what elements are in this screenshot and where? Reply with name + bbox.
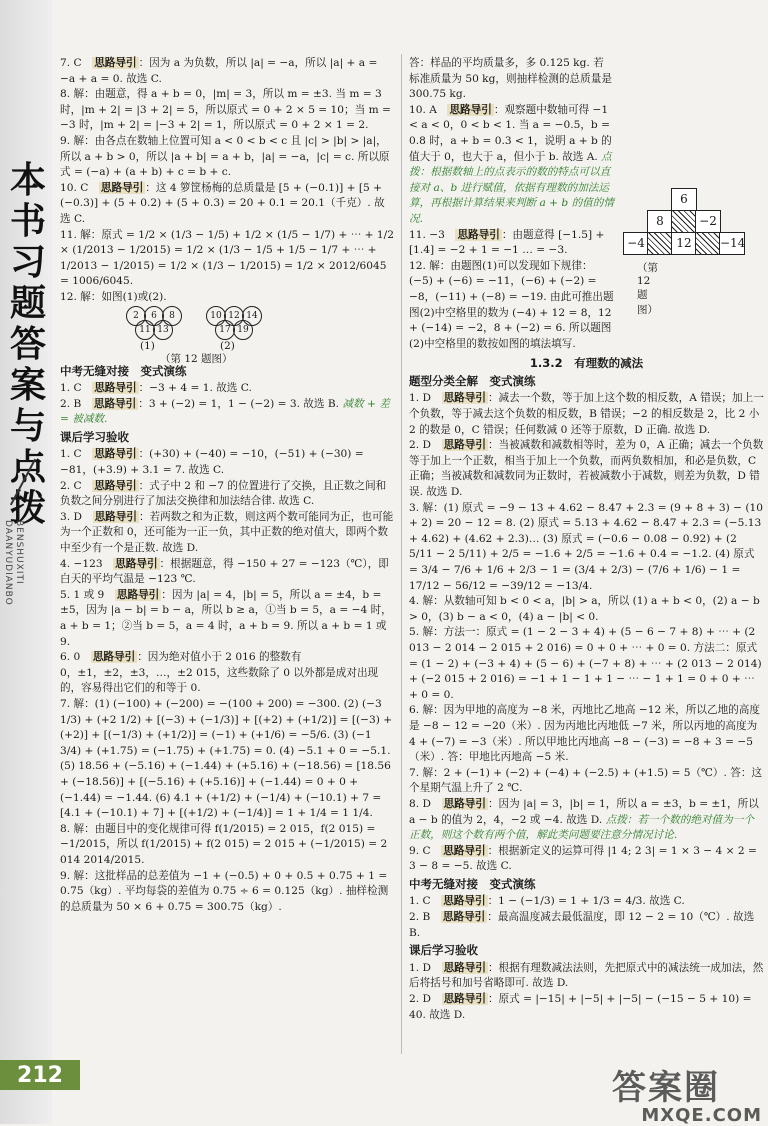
fig-ring: 17 — [215, 320, 235, 340]
grid-cell-mid-left: 8 — [647, 210, 673, 233]
answer-number: 1. C — [60, 448, 93, 461]
brand-roman — [2, 520, 24, 606]
answer-item: 8. D 思路导引 ：因为 |a| = 3，|b| = 1，所以 a = ±3，b = ±1，所以 a − b 的值为 2，4，−2 或 −4. 故选 D. 点拨：若一个数的绝对值为一个正数，则这个数有两个值，解此类问题要注意分情况讨论. — [409, 797, 759, 842]
section-heading: 课后学习验收 — [409, 943, 478, 958]
answer-item: 2. C 思路导引 ：式子中 2 和 −7 的位置进行了交换，且正数之间和负数之间分别进行了加法交换律和加法结合律. 故选 C. — [60, 479, 387, 508]
fig-ring: 2 — [126, 306, 146, 326]
answer-text: (+30) + (−40) = −10，(−51) + (−30) = −81，(+3.9) + 3.1 = 7. 故选 C. — [60, 448, 364, 477]
answer-number: 2. C — [60, 479, 93, 492]
answer-item: 10. A 思路导引 ：观察题中数轴可得 −1 < a < 0，0 < b < 1. 当 a = −0.5，b = 0.8 时，a + b = 0.3 < 1，说明 a + b 的值大于 0，也大于 a，但小于 b. 故选 A. 点拨：根据数轴上的点表示的数的特点可以直接对 a、b 进行赋值，依据有理数的加法运算，再根据计算结果来判断 a + b 的值的情况. — [409, 103, 614, 225]
fig-ring: 6 — [144, 306, 164, 326]
column-divider — [401, 54, 402, 1054]
answer-text: 因为甲地的高度为 −8 米，丙地比乙地高 −12 米，所以乙地的高度是 −8 − 12 = −20（米）. 因为丙地比丙地低 −7 米，所以丙地的高度为 4 + (−7) = −3（米）. 所以甲地比丙地高 −8 − (−3) = −8 + 3 = −5（米）. 答：甲地比丙地高 −5 米. — [409, 704, 760, 764]
answer-number: 7. 解： — [409, 766, 444, 779]
answer-item: 6. 0 思路导引 ：因为绝对值小于 2 016 的整数有 0，±1，±2，±3，…，±2 015，这些数除了 0 以外都是成对出现的，容易得出它们的和等于 0. — [60, 651, 379, 695]
answer-number: 1. C — [409, 895, 442, 908]
answer-number: 8. 解： — [60, 88, 95, 101]
fig-ring: 12 — [224, 306, 244, 326]
answer-item: 1. D 思路导引 ：减去一个数，等于加上这个数的相反数，A 错误；加上一个负数，等于减去这个负数的相反数，B 错误；−2 的相反数是 2，比 2 小 2 的数是 0，C 错误；任何数减 0 还等于原数，D 正确. 故选 D. — [409, 392, 764, 436]
hint-tag: 思路导引 — [442, 911, 486, 924]
answer-note: 点拨：根据数轴上的点表示的数的特点可以直接对 a、b 进行赋值，依据有理数的加法运算，再根据计算结果来判断 a + b 的值的情况. — [409, 150, 614, 225]
answer-item — [409, 766, 764, 797]
answer-text: 观察题中数轴可得 −1 < a < 0，0 < b < 1. 当 a = −0.5，b = 0.8 时，a + b = 0.3 < 1，说明 a + b 的值大于 0，也大于 a，但小于 b. 故选 A. — [409, 103, 612, 163]
grid-cell-hatch — [647, 232, 673, 255]
answer-item: 2. B 思路导引 ：最高温度减去最低温度，即 12 − 2 = 10（℃）. 故选 B. — [409, 911, 755, 939]
answer-item — [60, 134, 395, 181]
answer-number: 7. 解： — [60, 697, 95, 710]
answer-number: 6. 解： — [409, 704, 444, 717]
site-watermark — [612, 1060, 762, 1126]
answer-item: 1. C 思路导引 ：−3 + 4 = 1. 故选 C. — [60, 382, 252, 395]
answer-item: 11. −3 思路导引 ：由题意得 [−1.5] + [1.4] = −2 + 1 = −1 … = −3. — [409, 228, 605, 257]
answer-text: (1) (−100) + (−200) = −(100 + 200) = −300. (2) (−3 1/3) + (+2 1/2) + [(−3) + (−1/3)] + [(+2) + (+1/2)] = [(−3) + (+2)] + [(−1/3) + (+1/2)] = (−1) + (+1/6) = −5/6. (3) (−1 3/4) + (+1.75) = (−1.75) + (+1.75) = 0. (4) −5.1 + 0 = −5.1. (5) 18.56 + (−5.16) + (−1.44) + (+5.16) + (−18.56) = [18.56 + (−18.56)] + [(−5.16) + (+5.16)] + (−1.44) = 0 + 0 + (−1.44) = −1.44. (6) 4.1 + (+1/2) + (−1/4) + (−10.1) + 7 = [4.1 + (−10.1) + 7] + [(+1/2) + (−1/4)] = 1 + 1/4 = 1 1/4. — [60, 697, 393, 820]
answer-item: 4. −123 思路导引 ：根据题意，得 −150 + 27 = −123（℃），即白天的平均气温是 −123 ℃. — [60, 557, 389, 586]
answer-item: 2. D 思路导引 ：当被减数和减数相等时，差为 0，A 正确；减去一个负数等于加上一个正数，相当于加上一个负数，而两负数相加，和必是负数，C 正确；当被减数和减数同为正数时，若被减数小于减数，则差为负数，D 错误. 故选 D. — [409, 439, 764, 499]
answer-number: 1. C — [60, 382, 93, 395]
brand-char: 点 — [9, 447, 46, 488]
answer-text: 由题意，得 a + b = 0，|m| = 3，所以 m = ±3. 当 m = 3 时，|m + 2| = |3 + 2| = 5，所以原式 = 0 + 2 × 5 = 10；当 m = −3 时，|m + 2| = |−3 + 2| = 1，所以原式 = 0 + 2 × 1 = 2. — [60, 88, 391, 132]
grid-cell-hatch — [695, 232, 721, 255]
hint-tag: 思路导引 — [449, 103, 492, 116]
answer-text: 因为 |a| = 3，|b| = 1，所以 a = ±3，b = ±1，所以 a − b 的值为 2，4，−2 或 −4. 故选 D. — [409, 797, 759, 826]
answer-item: 2. D 思路导引 ：原式 = |−15| + |−5| + |−5| − (−15 − 5 + 10) = 40. 故选 D. — [409, 993, 752, 1021]
hint-tag: 思路导引 — [115, 557, 158, 570]
fig12-left-caption: （第 12 题图） — [160, 352, 233, 365]
section-heading: 中考无缝对接 变式演练 — [60, 363, 187, 378]
fig-ring: 19 — [233, 320, 253, 340]
answer-number: 12. 解： — [409, 259, 451, 272]
answer-number: 2. D — [409, 993, 442, 1006]
answer-text: 方法一：原式 = (1 − 2 − 3 + 4) + (5 − 6 − 7 + 8) + ⋯ + (2 013 − 2 014 − 2 015 + 2 016) = 0 + 0 + ⋯ + 0 = 0. 方法二：原式 = (1 − 2) + (−3 + 4) + (5 − 6) + (−7 + 8) + ⋯ + (2 013 − 2 014) + (−2 015 + 2 016) = −1 + 1 − 1 + 1 − ⋯ − 1 + 1 = 0 + 0 + ⋯ + 0 = 0. — [409, 626, 762, 701]
answer-text: −3 + 4 = 1. 故选 C. — [149, 382, 252, 395]
answer-text: 因为绝对值小于 2 016 的整数有 0，±1，±2，±3，…，±2 015，这些数除了 0 以外都是成对出现的，容易得出它们的和等于 0. — [60, 651, 379, 695]
answer-number: 7. C — [60, 57, 93, 69]
answer-text: 根据有理数减法法则，先把原式中的减法统一成加法，然后将括号和加号省略即可. 故选 D. — [409, 961, 764, 990]
answer-number: 9. 解： — [60, 869, 95, 882]
answer-text: 因为 a 为负数，所以 |a| = −a，所以 |a| + a = −a + a = 0. 故选 C. — [60, 57, 378, 85]
answer-number: 6. 0 — [60, 651, 91, 664]
answer-item: 1. C 思路导引 ：(+30) + (−40) = −10，(−51) + (−30) = −81，(+3.9) + 3.1 = 7. 故选 C. — [60, 448, 364, 477]
answer-item — [60, 228, 395, 290]
answer-number: 1. D — [409, 392, 442, 405]
answer-item — [409, 594, 764, 625]
answer-number: 10. C — [60, 181, 99, 194]
fig-sub-1: (1) — [140, 339, 155, 352]
answer-item — [60, 822, 395, 869]
fig-ring: 10 — [206, 306, 226, 326]
answer-text: 3 + (−2) = 1，1 − (−2) = 3. 故选 B. — [148, 397, 340, 410]
page-number: 212 — [0, 1060, 80, 1090]
fig-ring: 8 — [162, 306, 182, 326]
answer-item — [60, 87, 395, 134]
fig12-right-caption: （第 12 题图） — [637, 262, 658, 316]
answer-text: 由题图(1)可以发现如下规律：(−5) + (−6) = −11，(−6) + (−2) = −8，(−11) + (−8) = −19. 由此可推出题图(2)中空格里的数为 (−4) + 12 = 8，12 + (−14) = −2，8 + (−2) = 6. 所以题图(2)中空格里的数按如图的填法填写. — [409, 259, 614, 350]
answer-text: 如图(1)或(2). — [101, 290, 167, 303]
brand-char: 书 — [9, 201, 46, 242]
answer-text: 由题意得 [−1.5] + [1.4] = −2 + 1 = −1 … = −3. — [409, 228, 605, 257]
hint-tag: 思路导引 — [94, 382, 137, 395]
answer-item — [60, 697, 395, 822]
brand-char: 案 — [9, 365, 46, 406]
hint-tag: 思路导引 — [94, 448, 137, 461]
hint-tag: 思路导引 — [116, 588, 160, 601]
answer-text: 根据题意，得 −150 + 27 = −123（℃），即白天的平均气温是 −123 ℃. — [60, 557, 389, 586]
brand-char: 本 — [9, 160, 46, 201]
answer-number: 5. 1 或 9 — [60, 588, 115, 601]
hint-tag: 思路导引 — [94, 479, 137, 492]
left-column — [60, 56, 395, 1066]
answer-item — [409, 625, 764, 703]
answer-number: 3. D — [60, 510, 93, 523]
answer-number: 10. A — [409, 103, 448, 116]
answer-number: 3. 解： — [409, 501, 444, 514]
answer-item — [60, 290, 395, 306]
fig-ring: 11 — [135, 320, 155, 340]
answer-text: 若两数之和为正数，则这两个数可能同为正，也可能为一个正数和 0，还可能为一正一负，其中正数的绝对值大，即两个数中至少有一个是正数. 故选 D. — [60, 510, 394, 555]
section-heading: 题型分类全解 变式演练 — [409, 373, 536, 388]
watermark-url: MXQE.COM — [641, 1105, 762, 1126]
grid-cell-bot-mid: 12 — [671, 232, 697, 255]
answer-text: 减去一个数，等于加上这个数的相反数，A 错误；加上一个负数，等于减去这个负数的相反数，B 错误；−2 的相反数是 2，比 2 小 2 的数是 0，C 错误；任何数减 0 还等于原数，D 正确. 故选 D. — [409, 392, 764, 436]
answer-item — [409, 501, 764, 595]
grid-cell-bot-right: −14 — [719, 232, 745, 255]
hint-tag: 思路导引 — [443, 961, 486, 974]
hint-tag: 思路导引 — [92, 651, 136, 664]
answer-number: 9. C — [409, 844, 442, 857]
grid-cell-bot-left: −4 — [623, 232, 649, 255]
answer-number: 1. D — [409, 961, 442, 974]
hint-tag: 思路导引 — [443, 439, 486, 452]
answer-number: 2. D — [409, 439, 442, 452]
watermark-logo: 答案圈 — [612, 1068, 720, 1108]
answer-item: 2. B 思路导引 ：3 + (−2) = 1，1 − (−2) = 3. 故选 B. 减数 + 差 = 被减数. — [60, 397, 390, 426]
hint-tag: 思路导引 — [100, 181, 144, 194]
answer-number: 2. B — [60, 397, 92, 410]
hint-tag: 思路导引 — [443, 844, 486, 857]
hint-tag: 思路导引 — [93, 397, 137, 410]
grid-cell-mid-right: −2 — [695, 210, 721, 233]
answer-number: 4. 解： — [409, 595, 444, 608]
brand-char: 题 — [9, 283, 46, 324]
right-column — [409, 56, 764, 1066]
fig-ring: 14 — [242, 306, 262, 326]
answer-number: 8. 解： — [60, 822, 95, 835]
answer-item: 1. C 思路导引 ：1 − (−1/3) = 1 + 1/3 = 4/3. 故选 C. — [409, 895, 685, 908]
answer-text: 从数轴可知 b < 0 < a，|b| > a，所以 (1) a + b < 0，(2) a − b > 0，(3) b − a < 0，(4) a − |b| < 0. — [409, 595, 760, 623]
answer-item: 10. C 思路导引 ：这 4 箩筐杨梅的总质量是 [5 + (−0.1)] + [5 + (−0.3)] + (5 + 0.2) + (5 + 0.3) = 20 + 0.1 = 20.1（千克）. 故选 C. — [60, 181, 385, 225]
hint-tag: 思路导引 — [94, 57, 137, 69]
answer-number: 8. D — [409, 797, 442, 810]
answer-note: 减数 + 差 = 被减数. — [60, 397, 390, 426]
right-top-answers — [409, 56, 614, 352]
answer-note: 点拨：若一个数的绝对值为一个正数，则这个数有两个值，解此类问题要注意分情况讨论. — [409, 813, 754, 842]
brand-char: 拨 — [9, 488, 46, 529]
answer-number: 11. −3 — [409, 228, 456, 241]
answer-text: 最高温度减去最低温度，即 12 − 2 = 10（℃）. 故选 B. — [409, 911, 755, 939]
answer-text: 由各点在数轴上位置可知 a < 0 < b < c 且 |c| > |b| > |a|，所以 a + b > 0，所以 |a + b| = a + b，|a| = −a，|c| = c. 所以原式 = (−a) + (a + b) + c = b + c. — [60, 134, 390, 179]
answer-text: 原式 = 1/2 × (1/3 − 1/5) + 1/2 × (1/5 − 1/7) + ⋯ + 1/2 × (1/2013 − 1/2015) = 1/2 × (1/3 − 1/5 + 1/5 − 1/7 + ⋯ + 1/2013 − 1/2015) = 1/2 × (1/3 − 1/2015) = 1/2 × 2012/6045 = 1006/6045. — [60, 228, 394, 288]
answer-item — [409, 703, 764, 765]
fig-ring: 13 — [153, 320, 173, 340]
brand-char: 与 — [9, 406, 46, 447]
hint-tag: 思路导引 — [94, 510, 137, 523]
answer-item: 7. C 思路导引 ：因为 a 为负数，所以 |a| = −a，所以 |a| + a = −a + a = 0. 故选 C. — [60, 57, 378, 85]
answer-item — [409, 56, 614, 103]
section-title: 1.3.2 有理数的减法 — [529, 356, 644, 371]
answer-text: 答：样品的平均质量多，多 0.125 kg. 若标准质量为 50 kg，则抽样检测的总质量是 300.75 kg. — [409, 57, 612, 101]
answer-text: 式子中 2 和 −7 的位置进行了交换，且正数之间和负数之间分别进行了加法交换律和加法结合律. 故选 C. — [60, 479, 387, 508]
fig-sub-2: (2) — [220, 339, 235, 352]
answer-item: 9. C 思路导引 ：根据新定义的运算可得 |1 4; 2 3| = 1 × 3 − 4 × 2 = 3 − 8 = −5. 故选 C. — [409, 844, 757, 873]
answer-text: 原式 = |−15| + |−5| + |−5| − (−15 − 5 + 10) = 40. 故选 D. — [409, 993, 752, 1021]
answer-text: 当被减数和减数相等时，差为 0，A 正确；减去一个负数等于加上一个正数，相当于加上一个负数，而两负数相加，和必是负数，C 正确；当被减数和减数同为正数时，若被减数小于减数，则差为负数，D 错误. 故选 D. — [409, 439, 764, 499]
answer-number: 9. 解： — [60, 134, 95, 147]
right-bottom-answers — [409, 374, 764, 1023]
section-heading: 课后学习验收 — [60, 429, 129, 444]
answer-number: 5. 解： — [409, 626, 444, 639]
answer-text: 根据新定义的运算可得 |1 4; 2 3| = 1 × 3 − 4 × 2 = 3 − 8 = −5. 故选 C. — [409, 844, 757, 873]
answer-text: 因为 |a| = 4，|b| = 5，所以 a = ±4，b = ±5，因为 |a − b| = b − a，所以 b ≥ a，①当 b = 5，a = −4 时，a + b = 1；②当 b = 5，a = 4 时，a + b = 9. 所以 a + b = 1 或 9. — [60, 588, 392, 648]
answer-text: 这 4 箩筐杨梅的总质量是 [5 + (−0.1)] + [5 + (−0.3)] + (5 + 0.2) + (5 + 0.3) = 20 + 0.1 = 20.1（千克）. 故选 C. — [60, 181, 385, 225]
answer-number: 11. 解： — [60, 228, 102, 241]
answer-item — [409, 259, 614, 353]
answer-text: 由题目中的变化规律可得 f(1/2015) = 2 015，f(2 015) = −1/2015，所以 f(1/2015) + f(2 015) = 2 015 + (−1/2015) = 2 014 2014/2015. — [60, 822, 388, 866]
answer-number: 2. B — [409, 911, 441, 924]
brand-roman-1: BENSHUXITI — [14, 520, 24, 585]
grid-cell-top: 6 — [671, 188, 697, 211]
brand-char: 答 — [9, 324, 46, 365]
section-heading: 中考无缝对接 变式演练 — [409, 876, 536, 891]
answer-item — [60, 869, 395, 916]
answer-item: 5. 1 或 9 思路导引 ：因为 |a| = 4，|b| = 5，所以 a = ±4，b = ±5，因为 |a − b| = b − a，所以 b ≥ a，①当 b = 5，a = −4 时，a + b = 1；②当 b = 5，a = 4 时，a + b = 9. 所以 a + b = 1 或 9. — [60, 588, 392, 648]
hint-tag: 思路导引 — [443, 895, 486, 908]
answer-text: 这批样品的总差值为 −1 + (−0.5) + 0 + 0.5 + 0.75 + 1 = 0.75（kg）. 平均每袋的差值为 0.75 ÷ 6 = 0.125（kg）. 抽样检测的总质量为 50 × 6 + 0.75 = 300.75（kg）. — [60, 869, 389, 913]
brand-char: 习 — [9, 242, 46, 283]
hint-tag: 思路导引 — [443, 993, 486, 1006]
answer-number: 4. −123 — [60, 557, 114, 570]
fig12-left — [60, 306, 395, 365]
hint-tag: 思路导引 — [443, 797, 486, 810]
brand-roman-2: DAANYUDIANBO — [3, 520, 13, 606]
answer-item: 3. D 思路导引 ：若两数之和为正数，则这两个数可能同为正，也可能为一个正数和 0，还可能为一正一负，其中正数的绝对值大，即两个数中至少有一个是正数. 故选 D. — [60, 510, 394, 555]
grid-cell-hatch — [671, 210, 697, 233]
answer-text: 1 − (−1/3) = 1 + 1/3 = 4/3. 故选 C. — [498, 895, 685, 908]
answer-text: (1) 原式 = −9 − 13 + 4.62 − 8.47 + 2.3 = (9 + 8 + 3) − (10 + 2) = 20 − 12 = 8. (2) 原式 = 5.13 + 4.62 − 8.47 + 2.3 = (−5.13 + 4.62) + (4.62 + 2.3)… (3) 原式 = (−0.6 − 0.08 − 0.92) + (2 5/11 − 2 5/11) + 2/5 = −1.6 + 2/5 = −1.6 + 0.4 = −1.2. (4) 原式 = 3/4 − 7/6 + 1/6 + 2/3 − 1 = (3/4 + 2/3) − (7/6 + 1/6) − 1 = 17/12 − 56/12 = −39/12 = −13/4. — [409, 501, 763, 592]
answer-number: 12. 解： — [60, 290, 102, 303]
hint-tag: 思路导引 — [443, 392, 486, 405]
hint-tag: 思路导引 — [457, 228, 500, 241]
answer-text: 2 + (−1) + (−2) + (−4) + (−2.5) + (+1.5) = 5（℃）. 答：这个星期气温上升了 2 ℃. — [409, 766, 763, 795]
answer-item: 1. D 思路导引 ：根据有理数减法法则，先把原式中的减法统一成加法，然后将括号和加号省略即可. 故选 D. — [409, 961, 764, 990]
